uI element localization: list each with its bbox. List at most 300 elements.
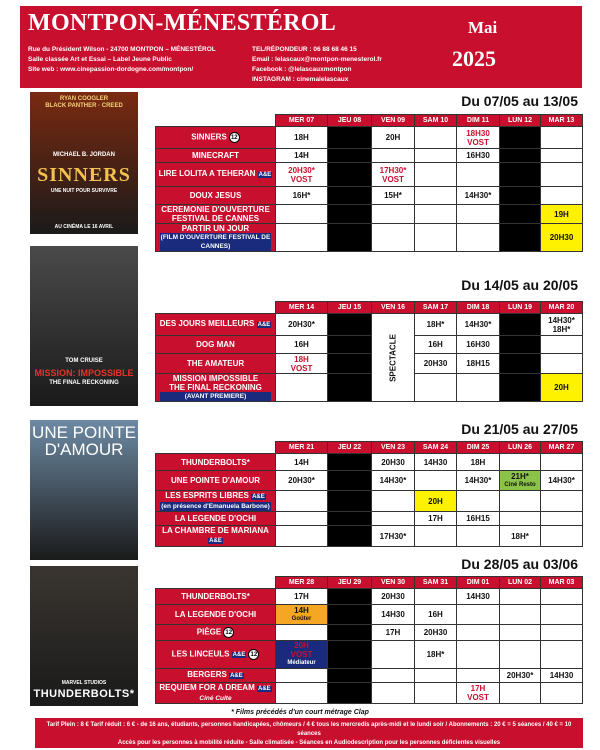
day-header: SAM 24 xyxy=(415,442,457,454)
showtime-cell xyxy=(328,354,372,374)
showtime-cell xyxy=(415,526,457,547)
corner-blank xyxy=(156,115,276,127)
phone-text: TEL/RÉPONDEUR : 06 88 68 46 15 xyxy=(252,46,357,53)
film-title: LES ESPRITS LIBRES xyxy=(165,491,249,500)
showtime-cell xyxy=(457,163,500,187)
showtime-cell[interactable] xyxy=(457,149,500,163)
showtime-text: 16H xyxy=(428,610,443,619)
day-header: MAR 13 xyxy=(541,115,583,127)
poster-tagline: UNE NUIT POUR SURVIVRE xyxy=(50,188,118,194)
showtime-cell xyxy=(328,314,372,336)
film-title-cell[interactable] xyxy=(156,526,276,547)
showtime-cell[interactable] xyxy=(276,605,328,625)
showtime-text: 17H VOST xyxy=(467,684,489,702)
showtime-cell xyxy=(276,374,328,402)
showtime-cell xyxy=(457,526,500,547)
film-title-cell[interactable] xyxy=(156,669,276,683)
header-banner xyxy=(20,6,582,88)
film-row xyxy=(156,625,583,641)
film-row xyxy=(156,149,583,163)
art-essai-badge: A&E xyxy=(209,538,222,544)
showtime-text: 18H xyxy=(470,457,486,467)
showtime-cell xyxy=(457,641,500,669)
showtime-cell xyxy=(457,224,500,252)
special-event-label: SPECTACLE xyxy=(388,333,398,382)
showtime-text: 18H xyxy=(294,133,309,142)
email-link[interactable]: Email : lelascaux@montpon-menesterol.fr xyxy=(252,56,382,63)
day-header: DIM 11 xyxy=(457,115,500,127)
day-header: MAR 20 xyxy=(541,302,583,314)
film-row xyxy=(156,374,583,402)
showtime-text: 14H30* xyxy=(464,320,492,329)
day-header: VEN 09 xyxy=(372,115,415,127)
showtime-cell[interactable] xyxy=(541,471,583,491)
showtime-note: Médiateur xyxy=(287,660,316,666)
film-title: LES LINCEULS xyxy=(171,649,230,659)
showtime-cell[interactable] xyxy=(457,454,500,471)
showtime-cell[interactable] xyxy=(276,127,328,149)
showtime-text: 16H* xyxy=(292,191,311,200)
art-essai-badge: A&E xyxy=(257,322,271,328)
week-schedule-table xyxy=(155,441,583,547)
showtime-cell[interactable] xyxy=(276,454,328,471)
showtime-cell[interactable] xyxy=(415,314,457,336)
film-title: DES JOURS MEILLEURS xyxy=(159,319,255,328)
showtime-cell[interactable] xyxy=(372,187,415,205)
showtime-cell xyxy=(500,683,541,704)
showtime-cell[interactable] xyxy=(276,641,328,669)
showtime-text: 17H xyxy=(385,628,401,637)
art-essai-badge: A&E xyxy=(257,686,271,692)
poster-bottom: AU CINÉMA LE 16 AVRIL xyxy=(54,224,114,230)
showtime-cell xyxy=(415,149,457,163)
poster-actor: MICHAEL B. JORDAN xyxy=(53,152,115,158)
day-header: MER 28 xyxy=(276,577,328,589)
showtime-cell[interactable] xyxy=(276,314,328,336)
showtime-cell[interactable] xyxy=(500,526,541,547)
showtime-cell[interactable] xyxy=(372,625,415,641)
film-title-cell[interactable] xyxy=(156,163,276,187)
showtime-cell xyxy=(328,512,372,526)
showtime-cell xyxy=(415,224,457,252)
showtime-cell[interactable] xyxy=(276,187,328,205)
showtime-cell xyxy=(328,589,372,605)
art-essai-badge: A&E xyxy=(232,652,246,659)
month-label: Mai xyxy=(468,18,498,37)
film-title: LA LEGENDE D'OCHI xyxy=(174,514,257,523)
day-header: MER 07 xyxy=(276,115,328,127)
film-title-cell[interactable] xyxy=(156,471,276,491)
showtime-cell[interactable] xyxy=(541,314,583,336)
showtime-text: 16H30 xyxy=(466,340,490,349)
showtime-cell xyxy=(500,605,541,625)
showtime-cell[interactable] xyxy=(276,471,328,491)
showtime-cell xyxy=(328,127,372,149)
film-row xyxy=(156,127,583,149)
showtime-cell[interactable] xyxy=(276,336,328,354)
showtime-cell[interactable] xyxy=(276,163,328,187)
showtime-text: 18H VOST xyxy=(290,354,313,373)
film-title-cell[interactable] xyxy=(156,641,276,669)
film-row xyxy=(156,454,583,471)
showtime-text: 20H xyxy=(428,496,443,506)
showtime-text: 14H30* xyxy=(548,476,575,485)
film-title: LA LEGENDE D'OCHI xyxy=(174,610,257,619)
showtime-cell[interactable] xyxy=(415,641,457,669)
showtime-cell xyxy=(415,471,457,491)
week-schedule-table xyxy=(155,114,583,252)
showtime-text: 14H30* xyxy=(464,191,492,200)
showtime-text: 14H30* xyxy=(464,476,492,485)
showtime-cell xyxy=(541,526,583,547)
instagram-link[interactable]: INSTAGRAM : cinemalelascaux xyxy=(252,76,349,83)
film-title-cell[interactable] xyxy=(156,314,276,336)
showtime-cell[interactable] xyxy=(457,683,500,704)
day-header: SAM 17 xyxy=(415,302,457,314)
film-title: THUNDERBOLTS* xyxy=(181,457,250,467)
showtime-text: 14H30* xyxy=(379,476,407,485)
showtime-cell[interactable] xyxy=(276,354,328,374)
showtime-cell[interactable] xyxy=(372,526,415,547)
film-subtitle: (FILM D'OUVERTURE FESTIVAL DE CANNES) xyxy=(160,234,271,250)
showtime-cell xyxy=(276,526,328,547)
showtime-cell xyxy=(276,491,328,512)
film-title: LIRE LOLITA A TEHERAN xyxy=(158,169,256,178)
showtime-text: 18H15 xyxy=(466,359,490,368)
showtime-cell xyxy=(500,641,541,669)
showtime-cell xyxy=(372,641,415,669)
showtime-text: 20H xyxy=(554,383,569,392)
film-title-cell[interactable] xyxy=(156,605,276,625)
showtime-cell[interactable] xyxy=(372,127,415,149)
poster-mission-impossible xyxy=(30,246,138,406)
film-title: MINECRAFT xyxy=(191,151,240,160)
showtime-text: 14H xyxy=(294,605,309,615)
film-row xyxy=(156,526,583,547)
film-title-cell[interactable] xyxy=(156,336,276,354)
showtime-cell xyxy=(500,127,541,149)
corner-blank xyxy=(156,442,276,454)
film-row xyxy=(156,205,583,224)
showtime-cell xyxy=(541,491,583,512)
week-title: Du 14/05 au 20/05 xyxy=(461,277,578,293)
showtime-text: 16H xyxy=(428,340,443,349)
showtime-cell[interactable] xyxy=(372,454,415,471)
showtime-text: 20H30* xyxy=(506,671,534,680)
showtime-cell xyxy=(415,127,457,149)
showtime-cell xyxy=(328,336,372,354)
showtime-cell xyxy=(372,683,415,704)
showtime-cell xyxy=(328,224,372,252)
showtime-text: 20H30 xyxy=(423,359,448,368)
film-title-cell[interactable] xyxy=(156,354,276,374)
showtime-text: 20H30 xyxy=(381,457,405,467)
showtime-cell xyxy=(372,149,415,163)
showtime-text: 14H xyxy=(294,457,309,467)
showtime-cell[interactable] xyxy=(372,589,415,605)
film-title: LA CHAMBRE DE MARIANA xyxy=(162,526,269,535)
showtime-text: 14H xyxy=(294,151,309,160)
day-header: LUN 02 xyxy=(500,577,541,589)
film-title: THE AMATEUR xyxy=(186,359,245,368)
poster-une-pointe-damour xyxy=(30,420,138,560)
film-title: SINNERS xyxy=(191,132,227,142)
film-title: BERGERS xyxy=(187,670,227,679)
showtime-text: 18H* xyxy=(511,531,529,541)
showtime-text: 16H30 xyxy=(466,151,490,160)
film-title-cell[interactable] xyxy=(156,374,276,402)
showtime-text: 15H* xyxy=(384,191,402,200)
showtime-cell xyxy=(276,683,328,704)
film-title-cell[interactable] xyxy=(156,454,276,471)
week-title: Du 21/05 au 27/05 xyxy=(461,421,578,437)
showtime-text: 20H30 xyxy=(549,233,574,242)
showtime-cell xyxy=(500,589,541,605)
showtime-cell xyxy=(328,669,372,683)
poster-tagline: THE FINAL RECKONING xyxy=(49,380,119,386)
showtime-cell[interactable] xyxy=(541,374,583,402)
corner-blank xyxy=(156,577,276,589)
art-essai-badge: A&E xyxy=(252,494,265,500)
showtime-cell xyxy=(500,205,541,224)
showtime-cell[interactable] xyxy=(457,354,500,374)
showtime-cell xyxy=(276,205,328,224)
showtime-cell xyxy=(372,205,415,224)
showtime-cell xyxy=(541,605,583,625)
showtime-cell[interactable] xyxy=(276,589,328,605)
showtime-cell xyxy=(541,641,583,669)
film-title: UNE POINTE D'AMOUR xyxy=(170,476,260,485)
showtime-cell xyxy=(328,625,372,641)
showtime-cell xyxy=(500,224,541,252)
showtime-cell xyxy=(328,187,372,205)
showtime-cell[interactable] xyxy=(415,491,457,512)
showtime-text: 14H30* 18H* xyxy=(548,315,575,334)
showtime-text: 17H30* xyxy=(379,531,407,541)
day-header: SAM 10 xyxy=(415,115,457,127)
showtime-text: 14H30 xyxy=(466,592,490,601)
film-title: REQUIEM FOR A DREAM xyxy=(159,683,255,692)
showtime-text: 16H xyxy=(294,340,309,349)
showtime-text: 20H30 xyxy=(381,592,405,601)
day-header: VEN 30 xyxy=(372,577,415,589)
showtime-cell xyxy=(541,336,583,354)
showtime-note: Ciné Resto xyxy=(504,481,536,488)
year-label: 2025 xyxy=(452,46,496,71)
poster-title: SINNERS xyxy=(37,164,131,186)
showtime-cell[interactable] xyxy=(415,625,457,641)
showtime-cell xyxy=(415,683,457,704)
film-row xyxy=(156,605,583,625)
showtime-cell[interactable] xyxy=(500,471,541,491)
film-row xyxy=(156,589,583,605)
showtime-text: 17H30* VOST xyxy=(379,165,407,184)
day-header: MAR 27 xyxy=(541,442,583,454)
showtime-text: 18H* xyxy=(426,650,445,659)
showtime-text: 16H15 xyxy=(466,514,490,523)
footer-access: Accès pour les personnes à mobilité réduite - Salle climatisée - Séances en Audiodescription pour les personnes déficientes visuelles xyxy=(117,740,501,746)
showtime-cell xyxy=(415,669,457,683)
week-title: Du 07/05 au 13/05 xyxy=(461,93,578,109)
week-title: Du 28/05 au 03/06 xyxy=(461,556,578,572)
showtime-cell xyxy=(500,314,541,336)
showtime-cell xyxy=(372,512,415,526)
showtime-text: 20H30* xyxy=(288,320,315,329)
film-title-cell[interactable] xyxy=(156,224,276,252)
showtime-cell xyxy=(541,163,583,187)
film-row xyxy=(156,354,583,374)
corner-blank xyxy=(156,302,276,314)
film-row xyxy=(156,641,583,669)
showtime-cell[interactable] xyxy=(541,205,583,224)
showtime-cell xyxy=(457,605,500,625)
showtime-cell xyxy=(500,454,541,471)
day-header: VEN 23 xyxy=(372,442,415,454)
film-row xyxy=(156,471,583,491)
cinema-name: MONTPON-MÉNESTÉROL xyxy=(28,10,337,36)
showtime-cell xyxy=(415,187,457,205)
showtime-cell xyxy=(276,669,328,683)
film-row xyxy=(156,224,583,252)
film-subtitle: (en présence d'Emanuela Barbone) xyxy=(161,503,270,510)
showtime-cell xyxy=(328,491,372,512)
film-title-cell[interactable] xyxy=(156,683,276,704)
showtime-cell xyxy=(415,205,457,224)
showtime-cell xyxy=(541,512,583,526)
showtime-cell[interactable] xyxy=(415,512,457,526)
showtime-cell xyxy=(328,641,372,669)
film-row xyxy=(156,491,583,512)
showtime-cell xyxy=(500,336,541,354)
poster-title: UNE POINTE D'AMOUR xyxy=(32,423,136,459)
showtime-cell xyxy=(500,491,541,512)
footer-banner xyxy=(35,718,583,748)
showtime-cell[interactable] xyxy=(541,224,583,252)
film-row xyxy=(156,683,583,704)
showtime-cell xyxy=(328,163,372,187)
poster-title: THUNDERBOLTS* xyxy=(33,688,135,700)
showtime-cell xyxy=(328,205,372,224)
showtime-text: 20H30* xyxy=(288,476,315,485)
showtime-cell[interactable] xyxy=(457,589,500,605)
film-title: THUNDERBOLTS* xyxy=(181,592,250,601)
showtime-cell xyxy=(415,589,457,605)
day-header: DIM 01 xyxy=(457,577,500,589)
showtime-cell xyxy=(372,224,415,252)
showtime-note: Goûter xyxy=(291,615,312,622)
film-title: CEREMONIE D'OUVERTURE FESTIVAL DE CANNES xyxy=(161,205,270,223)
film-title-cell[interactable] xyxy=(156,625,276,641)
showtime-cell xyxy=(328,471,372,491)
showtime-text: 21H* xyxy=(511,471,529,481)
footnote: * Films précédés d'un court métrage Clap xyxy=(231,709,369,716)
showtime-cell xyxy=(500,354,541,374)
showtime-cell[interactable] xyxy=(457,512,500,526)
showtime-cell xyxy=(276,512,328,526)
showtime-text: 20H30* VOST xyxy=(288,165,315,184)
showtime-cell xyxy=(457,491,500,512)
film-row xyxy=(156,314,583,336)
film-title-cell[interactable] xyxy=(156,491,276,512)
showtime-cell[interactable] xyxy=(457,314,500,336)
showtime-cell[interactable] xyxy=(276,149,328,163)
day-header: JEU 22 xyxy=(328,442,372,454)
day-header: JEU 15 xyxy=(328,302,372,314)
film-title-cell[interactable] xyxy=(156,589,276,605)
poster-actor: TOM CRUISE xyxy=(65,358,103,364)
film-title: MISSION IMPOSSIBLE THE FINAL RECKONING xyxy=(169,374,262,392)
showtime-text: 17H xyxy=(428,514,443,523)
showtime-cell xyxy=(457,625,500,641)
film-row xyxy=(156,336,583,354)
showtime-cell xyxy=(541,589,583,605)
film-title-cell[interactable] xyxy=(156,205,276,224)
showtime-cell[interactable] xyxy=(457,336,500,354)
showtime-cell[interactable] xyxy=(372,605,415,625)
showtime-text: 18H30 VOST xyxy=(466,128,490,147)
special-event-cell xyxy=(372,314,415,402)
film-row xyxy=(156,187,583,205)
showtime-cell[interactable] xyxy=(457,127,500,149)
showtime-cell xyxy=(500,625,541,641)
day-header: MER 21 xyxy=(276,442,328,454)
day-header: SAM 31 xyxy=(415,577,457,589)
showtime-text: 20H30 xyxy=(423,628,448,637)
showtime-cell xyxy=(541,354,583,374)
day-header: LUN 12 xyxy=(500,115,541,127)
film-subtitle: (AVANT PREMIERE) xyxy=(160,392,271,401)
film-title-cell[interactable] xyxy=(156,127,276,149)
showtime-cell[interactable] xyxy=(415,605,457,625)
showtime-cell[interactable] xyxy=(457,187,500,205)
showtime-text: 14H30 xyxy=(381,610,405,619)
website-link[interactable]: Site web : www.cinepassion-dordogne.com/montpon/ xyxy=(28,66,194,73)
poster-top_text: RYAN COOGLER BLACK PANTHER · CREED xyxy=(45,96,123,109)
showtime-cell xyxy=(500,374,541,402)
showtime-cell[interactable] xyxy=(415,454,457,471)
showtime-cell xyxy=(328,454,372,471)
showtime-cell xyxy=(372,669,415,683)
showtime-text: 17H xyxy=(294,592,309,601)
film-note: Ciné Culte xyxy=(199,695,232,702)
showtime-cell[interactable] xyxy=(372,163,415,187)
showtime-cell xyxy=(276,224,328,252)
film-title-cell[interactable] xyxy=(156,149,276,163)
film-title-cell[interactable] xyxy=(156,187,276,205)
poster-thunderbolts xyxy=(30,566,138,706)
showtime-cell[interactable] xyxy=(415,336,457,354)
day-header: VEN 16 xyxy=(372,302,415,314)
showtime-cell xyxy=(457,374,500,402)
showtime-cell[interactable] xyxy=(457,471,500,491)
film-title-cell[interactable] xyxy=(156,512,276,526)
showtime-cell[interactable] xyxy=(500,669,541,683)
day-header: MER 14 xyxy=(276,302,328,314)
day-header: LUN 26 xyxy=(500,442,541,454)
showtime-cell xyxy=(541,127,583,149)
facebook-link[interactable]: Facebook : @lelascauxmontpon xyxy=(252,66,352,73)
day-header: DIM 25 xyxy=(457,442,500,454)
showtime-cell[interactable] xyxy=(415,354,457,374)
showtime-cell[interactable] xyxy=(372,471,415,491)
day-header: LUN 19 xyxy=(500,302,541,314)
showtime-cell xyxy=(276,625,328,641)
film-title: DOG MAN xyxy=(196,340,235,349)
age-rating-icon: 12 xyxy=(229,132,240,143)
showtime-cell[interactable] xyxy=(541,669,583,683)
film-title: PIÈGE xyxy=(196,627,222,637)
age-rating-icon: 12 xyxy=(223,627,234,638)
